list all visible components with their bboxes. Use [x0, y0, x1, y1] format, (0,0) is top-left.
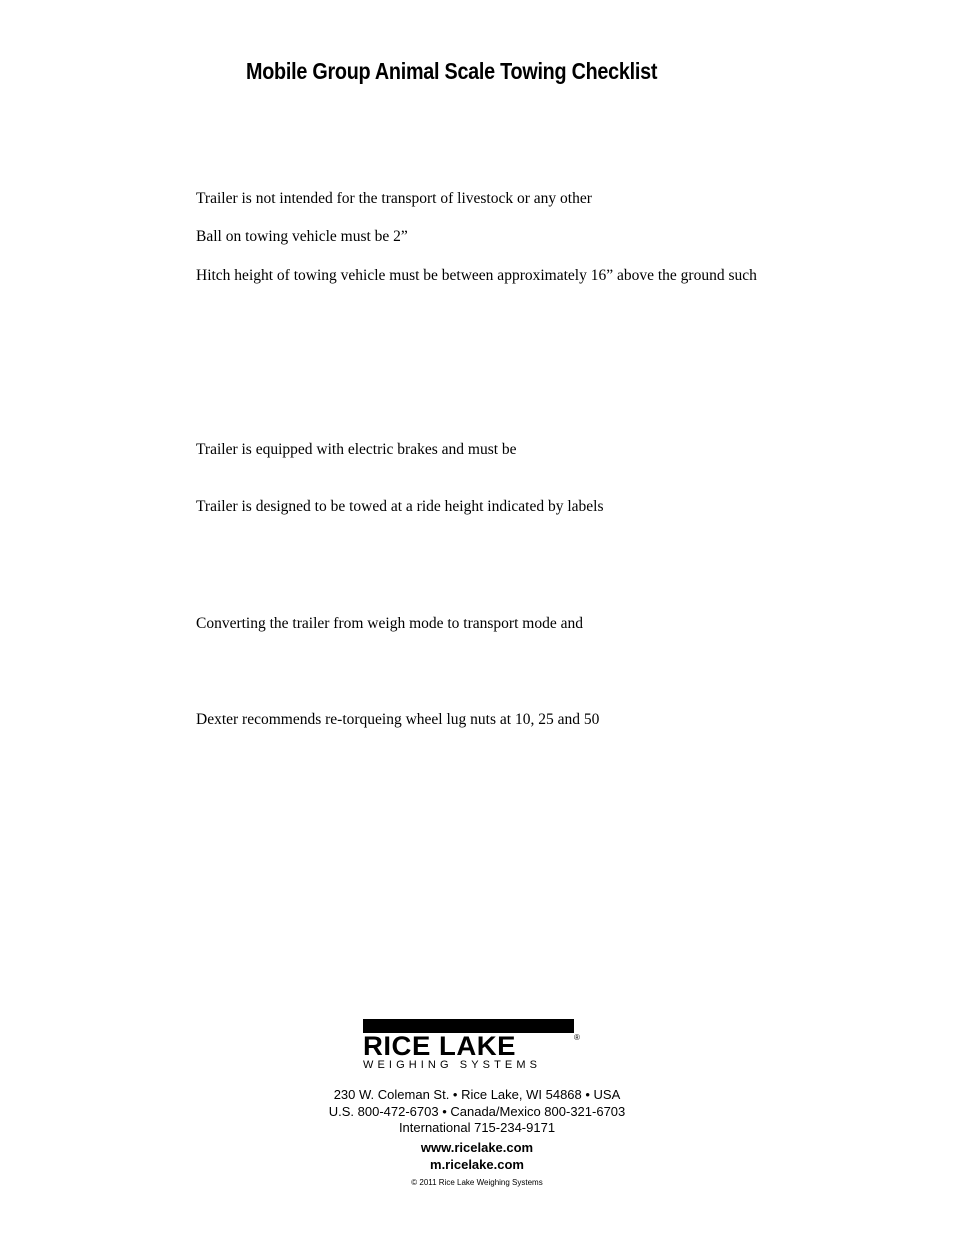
phone-line: U.S. 800-472-6703 • Canada/Mexico 800-321-6703 — [328, 1104, 626, 1119]
checklist-item: Trailer is designed to be towed at a ride height indicated by labels — [196, 498, 604, 515]
checklist-item: Trailer is equipped with electric brakes and must be — [196, 441, 517, 458]
checklist-item: Converting the trailer from weigh mode to transport mode and — [196, 615, 583, 632]
registered-mark: ® — [574, 1033, 580, 1042]
website-link[interactable]: www.ricelake.com — [420, 1140, 534, 1155]
logo-wordmark: RICE LAKE — [363, 1031, 517, 1061]
checklist-item: Hitch height of towing vehicle must be between approximately 16” above the ground such — [196, 267, 757, 284]
rice-lake-logo — [363, 1019, 583, 1075]
checklist-item: Ball on towing vehicle must be 2” — [196, 228, 408, 245]
page-title: Mobile Group Animal Scale Towing Checklist — [246, 58, 658, 84]
copyright: © 2011 Rice Lake Weighing Systems — [411, 1178, 543, 1187]
logo-subtitle: WEIGHING SYSTEMS — [363, 1059, 542, 1071]
checklist-item: Dexter recommends re-torqueing wheel lug nuts at 10, 25 and 50 — [196, 711, 600, 728]
address-line: 230 W. Coleman St. • Rice Lake, WI 54868 • USA — [333, 1087, 621, 1102]
international-phone-line: International 715-234-9171 — [398, 1120, 556, 1135]
checklist-item: Trailer is not intended for the transport of livestock or any other — [196, 190, 592, 207]
mobile-website-link[interactable]: m.ricelake.com — [430, 1157, 524, 1172]
